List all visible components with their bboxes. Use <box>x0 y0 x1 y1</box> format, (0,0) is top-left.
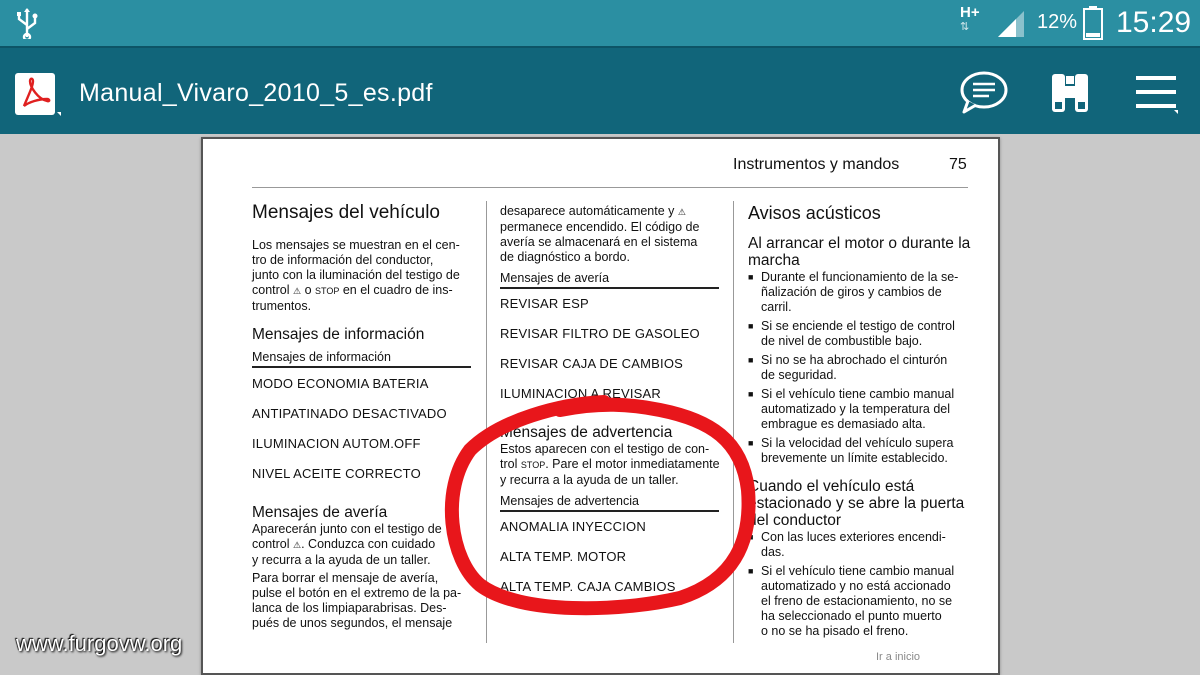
comment-button[interactable] <box>956 68 1010 118</box>
clock: 15:29 <box>1116 6 1192 39</box>
list-item: ■ Si no se ha abrochado el cinturón de seguridad. <box>748 353 973 383</box>
section-title: Avisos acústicos <box>748 203 881 223</box>
section-title: Mensajes del vehículo <box>252 202 440 223</box>
network-type: H+ ⇅ <box>960 4 980 33</box>
subheading: Mensajes de avería <box>252 504 388 521</box>
paragraph: Aparecerán junto con el testigo de control ⚠. Conduzca con cuidado y recurra a la ayuda de un taller. <box>252 522 442 567</box>
menu-button[interactable] <box>1130 68 1184 118</box>
table-header: Mensajes de advertencia <box>500 494 719 512</box>
list-item: ■ Con las luces exteriores encendi- das. <box>748 530 973 560</box>
go-to-start-link[interactable]: Ir a inicio <box>876 651 921 663</box>
warning-lamp-icon: ⚠ <box>293 286 302 296</box>
comment-icon <box>956 68 1010 118</box>
table-header: Mensajes de información <box>252 350 471 368</box>
paragraph: Estos aparecen con el testigo de con- trol STOP. Pare el motor inmediatamente y recurra a la ayuda de un taller. <box>500 442 720 487</box>
battery-percent: 12% <box>1037 11 1078 33</box>
list-item: ■ Si la velocidad del vehículo supera brevemente un límite establecido. <box>748 436 973 466</box>
table-row: ALTA TEMP. MOTOR <box>500 549 627 564</box>
subheading: Al arrancar el motor o durante la marcha <box>748 235 971 269</box>
watermark: www.furgovw.org <box>16 631 183 656</box>
pdf-page[interactable] <box>201 137 1000 675</box>
intro-paragraph: Los mensajes se muestran en el cen- tro de información del conductor, junto con la iluminación del testigo de control ⚠ o STOP en el cuadro de ins- trumentos. <box>252 238 460 313</box>
file-title: Manual_Vivaro_2010_5_es.pdf <box>79 79 433 107</box>
list-item: ■ Si se enciende el testigo de control de nivel de combustible bajo. <box>748 319 973 349</box>
list-item: ■ Si el vehículo tiene cambio manual automatizado y no está accionado el freno de estacionamiento, no se ha seleccionado el punto muerto o no se ha pisado el freno. <box>748 564 973 639</box>
search-button[interactable] <box>1044 68 1098 118</box>
table-row: REVISAR CAJA DE CAMBIOS <box>500 356 684 371</box>
table-header: Mensajes de avería <box>500 271 719 289</box>
battery-icon <box>1083 6 1103 40</box>
table-row: NIVEL ACEITE CORRECTO <box>252 466 421 481</box>
table-row: ILUMINACION AUTOM.OFF <box>252 436 421 451</box>
stop-lamp-icon: STOP <box>315 286 340 296</box>
warning-lamp-icon: ⚠ <box>293 540 302 550</box>
paragraph: desaparece automáticamente y ⚠ permanece encendido. El código de avería se almacenará en el sistema de diagnóstico a bordo. <box>500 204 700 264</box>
app-toolbar <box>0 46 1200 134</box>
table-row: MODO ECONOMIA BATERIA <box>252 376 429 391</box>
subheading: Mensajes de advertencia <box>500 424 673 441</box>
paragraph: Para borrar el mensaje de avería, pulse el botón en el extremo de la pa- lanca de los limpiaparabrisas. Des- pués de unos segundos, el mensaje <box>252 571 462 630</box>
list-item: ■ Si el vehículo tiene cambio manual automatizado y la temperatura del embrague es demasiado alta. <box>748 387 973 432</box>
column-divider <box>733 201 734 643</box>
table-row: REVISAR ESP <box>500 296 589 311</box>
list-item: ■ Durante el funcionamiento de la se- ñalización de giros y cambios de carril. <box>748 270 973 315</box>
table-row: ALTA TEMP. CAJA CAMBIOS <box>500 579 676 594</box>
table-row: ILUMINACION A REVISAR <box>500 386 661 401</box>
bullet-list <box>748 530 973 643</box>
signal-icon <box>996 10 1026 38</box>
header-rule <box>252 187 968 188</box>
page-header: Instrumentos y mandos <box>733 156 900 173</box>
status-bar <box>0 0 1200 46</box>
table-row: REVISAR FILTRO DE GASOLEO <box>500 326 700 341</box>
column-divider <box>486 201 487 643</box>
table-row: ANTIPATINADO DESACTIVADO <box>252 406 447 421</box>
table-row: ANOMALIA INYECCION <box>500 519 646 534</box>
menu-icon <box>1130 68 1184 118</box>
usb-icon <box>14 7 40 39</box>
subheading: Mensajes de información <box>252 326 425 343</box>
pdf-app-icon[interactable] <box>13 72 61 118</box>
bullet-list <box>748 270 973 470</box>
warning-lamp-icon: ⚠ <box>677 207 686 217</box>
subheading: Cuando el vehículo está estacionado y se abre la puerta del conductor <box>748 478 965 529</box>
stop-lamp-icon: STOP <box>520 460 546 470</box>
search-binoculars-icon <box>1044 68 1098 118</box>
page-number: 75 <box>949 156 967 173</box>
